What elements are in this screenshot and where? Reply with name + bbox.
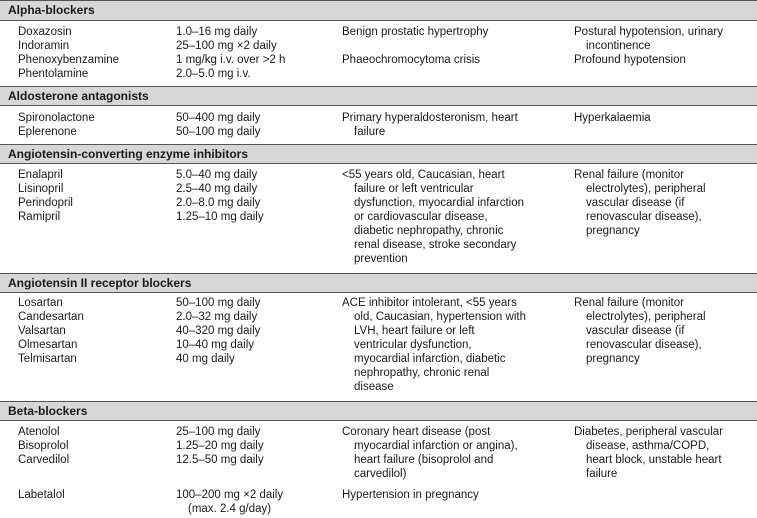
drug-name: Candesartan — [18, 311, 84, 323]
caution: disease, asthma/COPD, — [586, 440, 710, 452]
caution: Hyperkalaemia — [574, 112, 651, 124]
drug-name: Phentolamine — [18, 68, 89, 80]
caution: pregnancy — [586, 225, 640, 237]
indication: ventricular dysfunction, — [354, 339, 472, 351]
indication: Phaeochromocytoma crisis — [342, 54, 481, 66]
dose: 25–100 mg daily — [176, 426, 261, 438]
dose: 1.0–16 mg daily — [176, 26, 258, 38]
indication: <55 years old, Caucasian, heart — [342, 169, 505, 181]
dose: 12.5–50 mg daily — [176, 454, 264, 466]
caution: Renal failure (monitor — [574, 169, 684, 181]
indication: Hypertension in pregnancy — [342, 489, 479, 501]
indication: or cardiovascular disease, — [354, 211, 488, 223]
drug-name: Eplerenone — [18, 126, 77, 138]
dose: 50–100 mg daily — [176, 126, 261, 138]
dose: 1 mg/kg i.v. over >2 h — [176, 54, 286, 66]
caution: Renal failure (monitor — [574, 297, 684, 309]
drug-name: Olmesartan — [18, 339, 78, 351]
section-header: Beta-blockers — [0, 401, 757, 421]
indication: diabetic nephropathy, chronic — [354, 225, 504, 237]
indication: old, Caucasian, hypertension with — [354, 311, 526, 323]
dose: 50–100 mg daily — [176, 297, 261, 309]
drug-name: Labetalol — [18, 489, 65, 501]
section-header: Angiotensin II receptor blockers — [0, 273, 757, 293]
indication: carvedilol) — [354, 468, 407, 480]
drug-name: Losartan — [18, 297, 63, 309]
indication: nephropathy, chronic renal — [354, 367, 490, 379]
drug-name: Ramipril — [18, 211, 61, 223]
caution: Profound hypotension — [574, 54, 686, 66]
caution: failure — [586, 468, 618, 480]
caution: pregnancy — [586, 353, 640, 365]
indication: Primary hyperaldosteronism, heart — [342, 112, 518, 124]
drug-name: Lisinopril — [18, 183, 64, 195]
caution: incontinence — [586, 40, 651, 52]
caution: renovascular disease), — [586, 211, 702, 223]
drug-name: Phenoxybenzamine — [18, 54, 120, 66]
dose: 100–200 mg ×2 daily — [176, 489, 284, 501]
indication: myocardial infarction, diabetic — [354, 353, 506, 365]
dose-note: (max. 2.4 g/day) — [188, 503, 272, 515]
indication: failure — [354, 126, 386, 138]
caution: renovascular disease), — [586, 339, 702, 351]
drug-name: Enalapril — [18, 169, 63, 181]
indication: failure or left ventricular — [354, 183, 474, 195]
caution: heart block, unstable heart — [586, 454, 722, 466]
indication: LVH, heart failure or left — [354, 325, 475, 337]
drug-name: Atenolol — [18, 426, 60, 438]
drug-name: Bisoprolol — [18, 440, 69, 452]
dose: 10–40 mg daily — [176, 339, 254, 351]
caution: Diabetes, peripheral vascular — [574, 426, 723, 438]
dose: 1.25–10 mg daily — [176, 211, 264, 223]
section-header: Angiotensin-converting enzyme inhibitors — [0, 144, 757, 164]
indication: prevention — [354, 253, 408, 265]
dose: 5.0–40 mg daily — [176, 169, 258, 181]
caution: electrolytes), peripheral — [586, 311, 706, 323]
indication: disease — [354, 381, 394, 393]
drug-name: Spironolactone — [18, 112, 95, 124]
drug-name: Carvedilol — [18, 454, 70, 466]
dose: 2.5–40 mg daily — [176, 183, 258, 195]
caution: vascular disease (if — [586, 197, 685, 209]
indication: renal disease, stroke secondary — [354, 239, 517, 251]
indication: heart failure (bisoprolol and — [354, 454, 494, 466]
dose: 25–100 mg ×2 daily — [176, 40, 277, 52]
indication: Benign prostatic hypertrophy — [342, 26, 489, 38]
dose: 2.0–5.0 mg i.v. — [176, 68, 251, 80]
dose: 1.25–20 mg daily — [176, 440, 264, 452]
caution: Postural hypotension, urinary — [574, 26, 723, 38]
drug-name: Telmisartan — [18, 353, 77, 365]
drug-name: Perindopril — [18, 197, 73, 209]
dose: 40 mg daily — [176, 353, 235, 365]
drug-name: Doxazosin — [18, 26, 72, 38]
indication: myocardial infarction or angina), — [354, 440, 518, 452]
indication: Coronary heart disease (post — [342, 426, 491, 438]
indication: dysfunction, myocardial infarction — [354, 197, 525, 209]
caution: vascular disease (if — [586, 325, 685, 337]
indication: ACE inhibitor intolerant, <55 years — [342, 297, 517, 309]
dose: 2.0–8.0 mg daily — [176, 197, 261, 209]
dose: 50–400 mg daily — [176, 112, 261, 124]
section-header: Alpha-blockers — [0, 1, 757, 21]
caution: electrolytes), peripheral — [586, 183, 706, 195]
drug-name: Indoramin — [18, 40, 70, 52]
dose: 40–320 mg daily — [176, 325, 261, 337]
drug-name: Valsartan — [18, 325, 66, 337]
dose: 2.0–32 mg daily — [176, 311, 258, 323]
section-header: Aldosterone antagonists — [0, 86, 757, 106]
